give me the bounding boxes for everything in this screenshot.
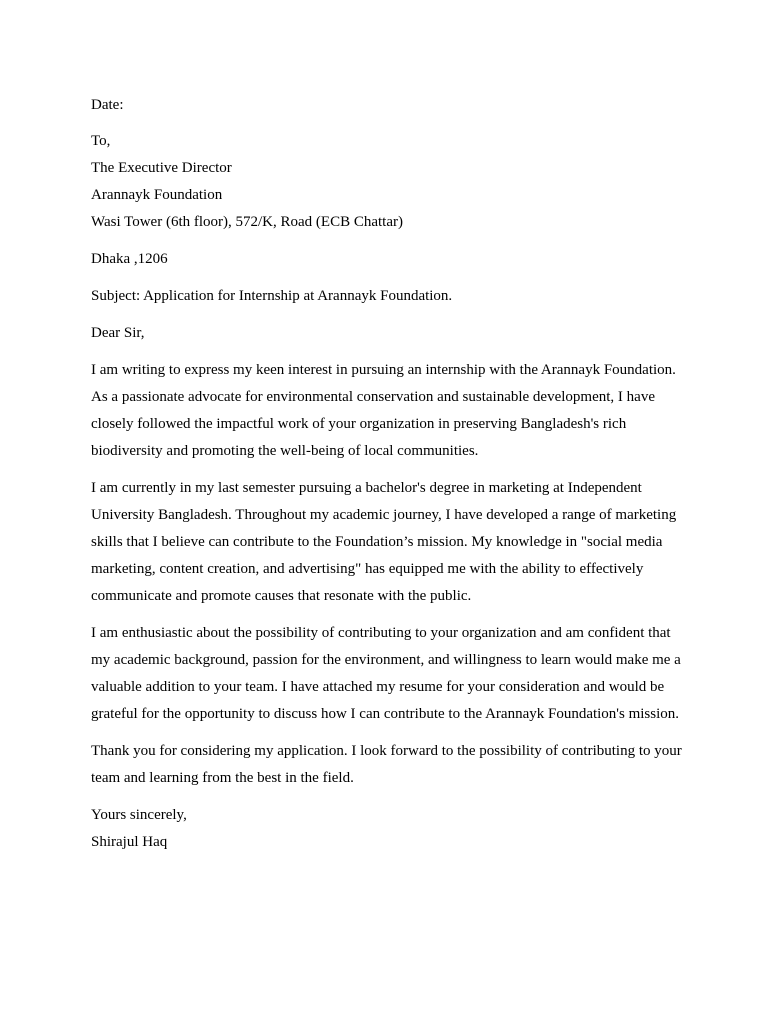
- body-paragraph-2: I am currently in my last semester pursuing a bachelor's degree in marketing at Independent University Bangladesh. Throughout my academic journey, I have developed a range of marketing skills that I believe can contribute to the Foundation’s mission. My knowledge in "social media marketing, content creation, and advertising" has equipped me with the ability to effectively communicate and promote causes that resonate with the public.: [91, 480, 677, 604]
- recipient-organization: Arannayk Foundation: [91, 187, 223, 203]
- to-line: To,: [91, 133, 111, 149]
- signature-name: Shirajul Haq: [91, 834, 168, 850]
- recipient-title: The Executive Director: [91, 160, 232, 176]
- subject-line: Subject: Application for Internship at Arannayk Foundation.: [91, 288, 453, 304]
- date-label: Date:: [91, 97, 124, 113]
- body-paragraph-3: I am enthusiastic about the possibility of contributing to your organization and am confident that my academic background, passion for the environment, and willingness to learn would make me a valuable addition to your team. I have attached my resume for your consideration and would be grateful for the opportunity to discuss how I can contribute to the Arannayk Foundation's mission.: [91, 625, 681, 722]
- recipient-address: Wasi Tower (6th floor), 572/K, Road (ECB Chattar): [91, 214, 403, 230]
- body-paragraph-1: I am writing to express my keen interest in pursuing an internship with the Arannayk Foundation. As a passionate advocate for environmental conservation and sustainable development, I have closely followed the impactful work of your organization in preserving Bangladesh's rich biodiversity and promoting the well-being of local communities.: [91, 362, 676, 459]
- closing-line: Yours sincerely,: [91, 807, 187, 823]
- body-paragraph-4: Thank you for considering my application. I look forward to the possibility of contributing to your team and learning from the best in the field.: [91, 743, 682, 786]
- letter-page: [91, 92, 691, 856]
- recipient-city: Dhaka ,1206: [91, 251, 168, 267]
- salutation: Dear Sir,: [91, 325, 145, 341]
